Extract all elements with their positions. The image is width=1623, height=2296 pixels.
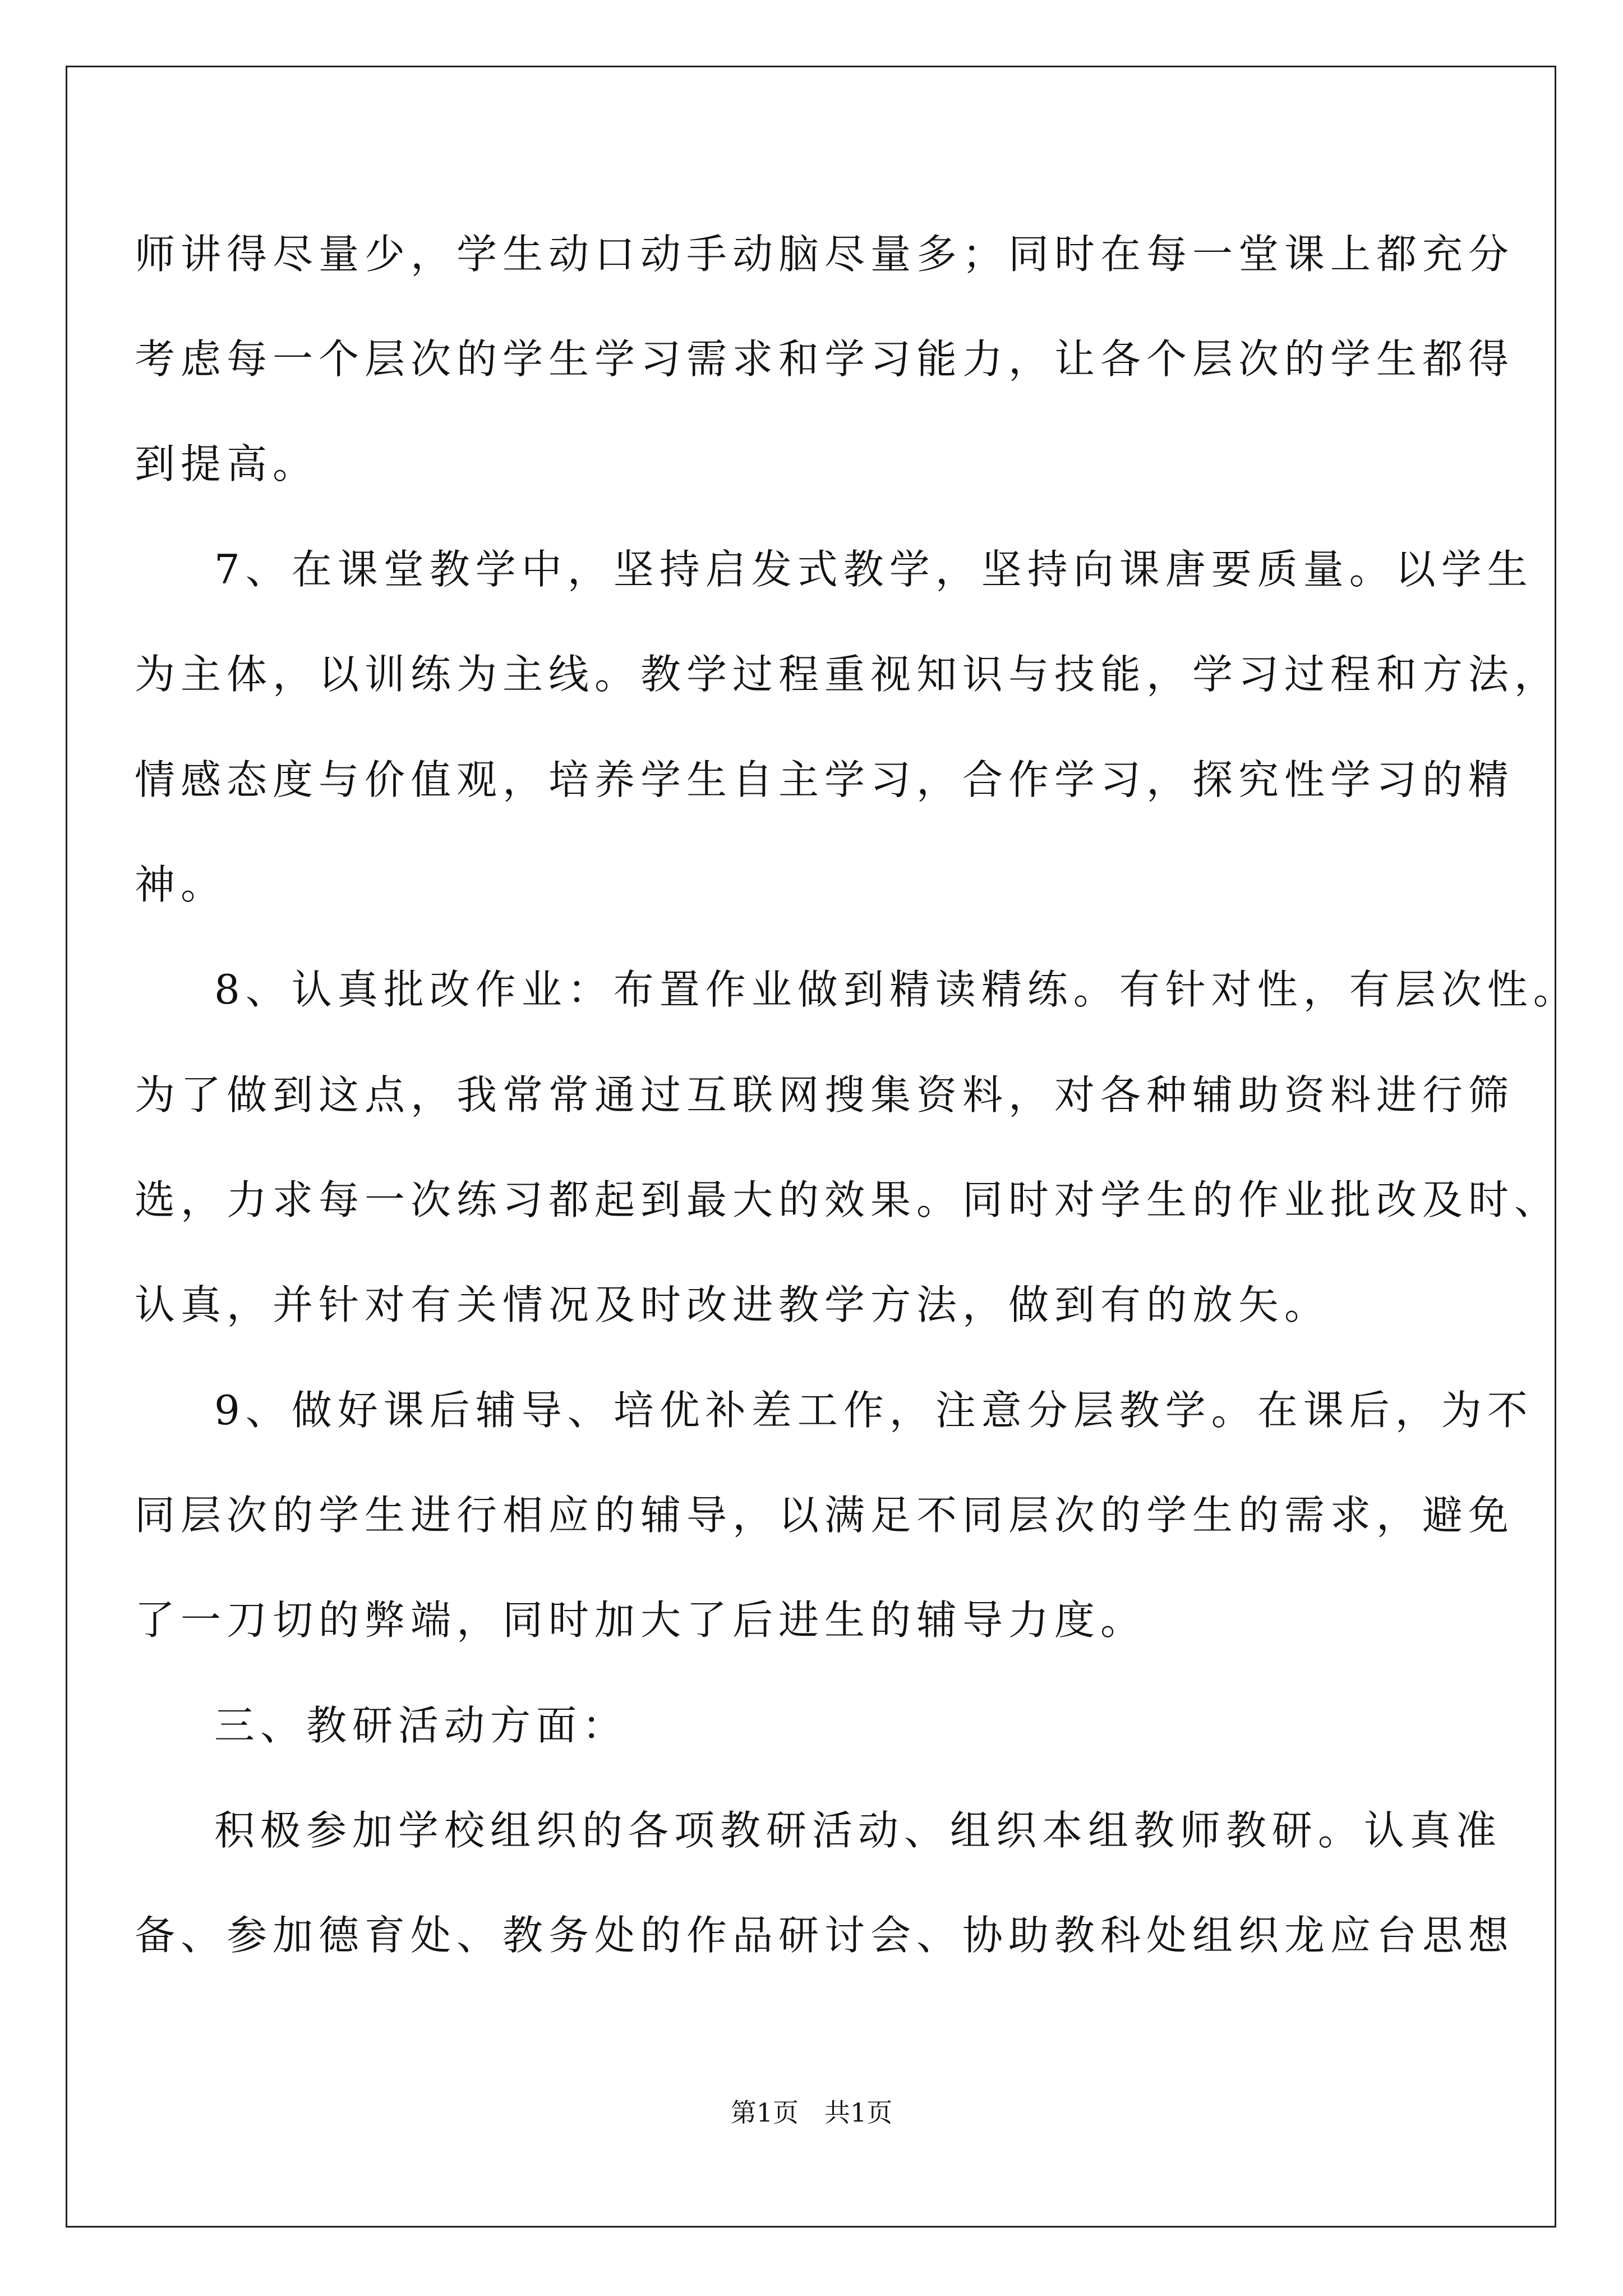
text-line: 同层次的学生进行相应的辅导，以满足不同层次的学生的需求，避免 — [135, 1492, 1515, 1539]
text-line: 了一刀切的弊端，同时加大了后进生的辅导力度。 — [135, 1596, 1147, 1644]
paragraph-start-7: 7、在课堂教学中，坚持启发式教学，坚持向课唐要质量。以学生 — [214, 546, 1533, 593]
text-line: 师讲得尽量少，学生动口动手动脑尽量多；同时在每一堂课上都充分 — [135, 231, 1515, 278]
text-line: 神。 — [135, 861, 227, 908]
text-line: 到提高。 — [135, 440, 319, 487]
section-heading: 三、教研活动方面： — [214, 1702, 629, 1749]
paragraph-start-8: 8、认真批改作业：布置作业做到精读精练。有针对性，有层次性。 — [214, 966, 1579, 1013]
text-line: 情感态度与价值观，培养学生自主学习，合作学习，探究性学习的精 — [135, 756, 1515, 803]
text-line: 选，力求每一次练习都起到最大的效果。同时对学生的作业批改及时、 — [135, 1176, 1561, 1223]
paragraph-start-research: 积极参加学校组织的各项教研活动、组织本组教师教研。认真准 — [214, 1807, 1502, 1854]
page-footer: 第1页 共1页 — [730, 2097, 893, 2128]
text-line: 为了做到这点，我常常通过互联网搜集资料，对各种辅助资料进行筛 — [135, 1071, 1515, 1119]
text-line: 备、参加德育处、教务处的作品研讨会、协助教科处组织龙应台思想 — [135, 1912, 1515, 1959]
text-line: 考虑每一个层次的学生学习需求和学习能力，让各个层次的学生都得 — [135, 335, 1515, 383]
text-line: 认真，并针对有关情况及时改进教学方法，做到有的放矢。 — [135, 1281, 1331, 1328]
paragraph-start-9: 9、做好课后辅导、培优补差工作，注意分层教学。在课后，为不 — [214, 1387, 1533, 1434]
text-line: 为主体，以训练为主线。教学过程重视知识与技能，学习过程和方法， — [135, 651, 1561, 698]
